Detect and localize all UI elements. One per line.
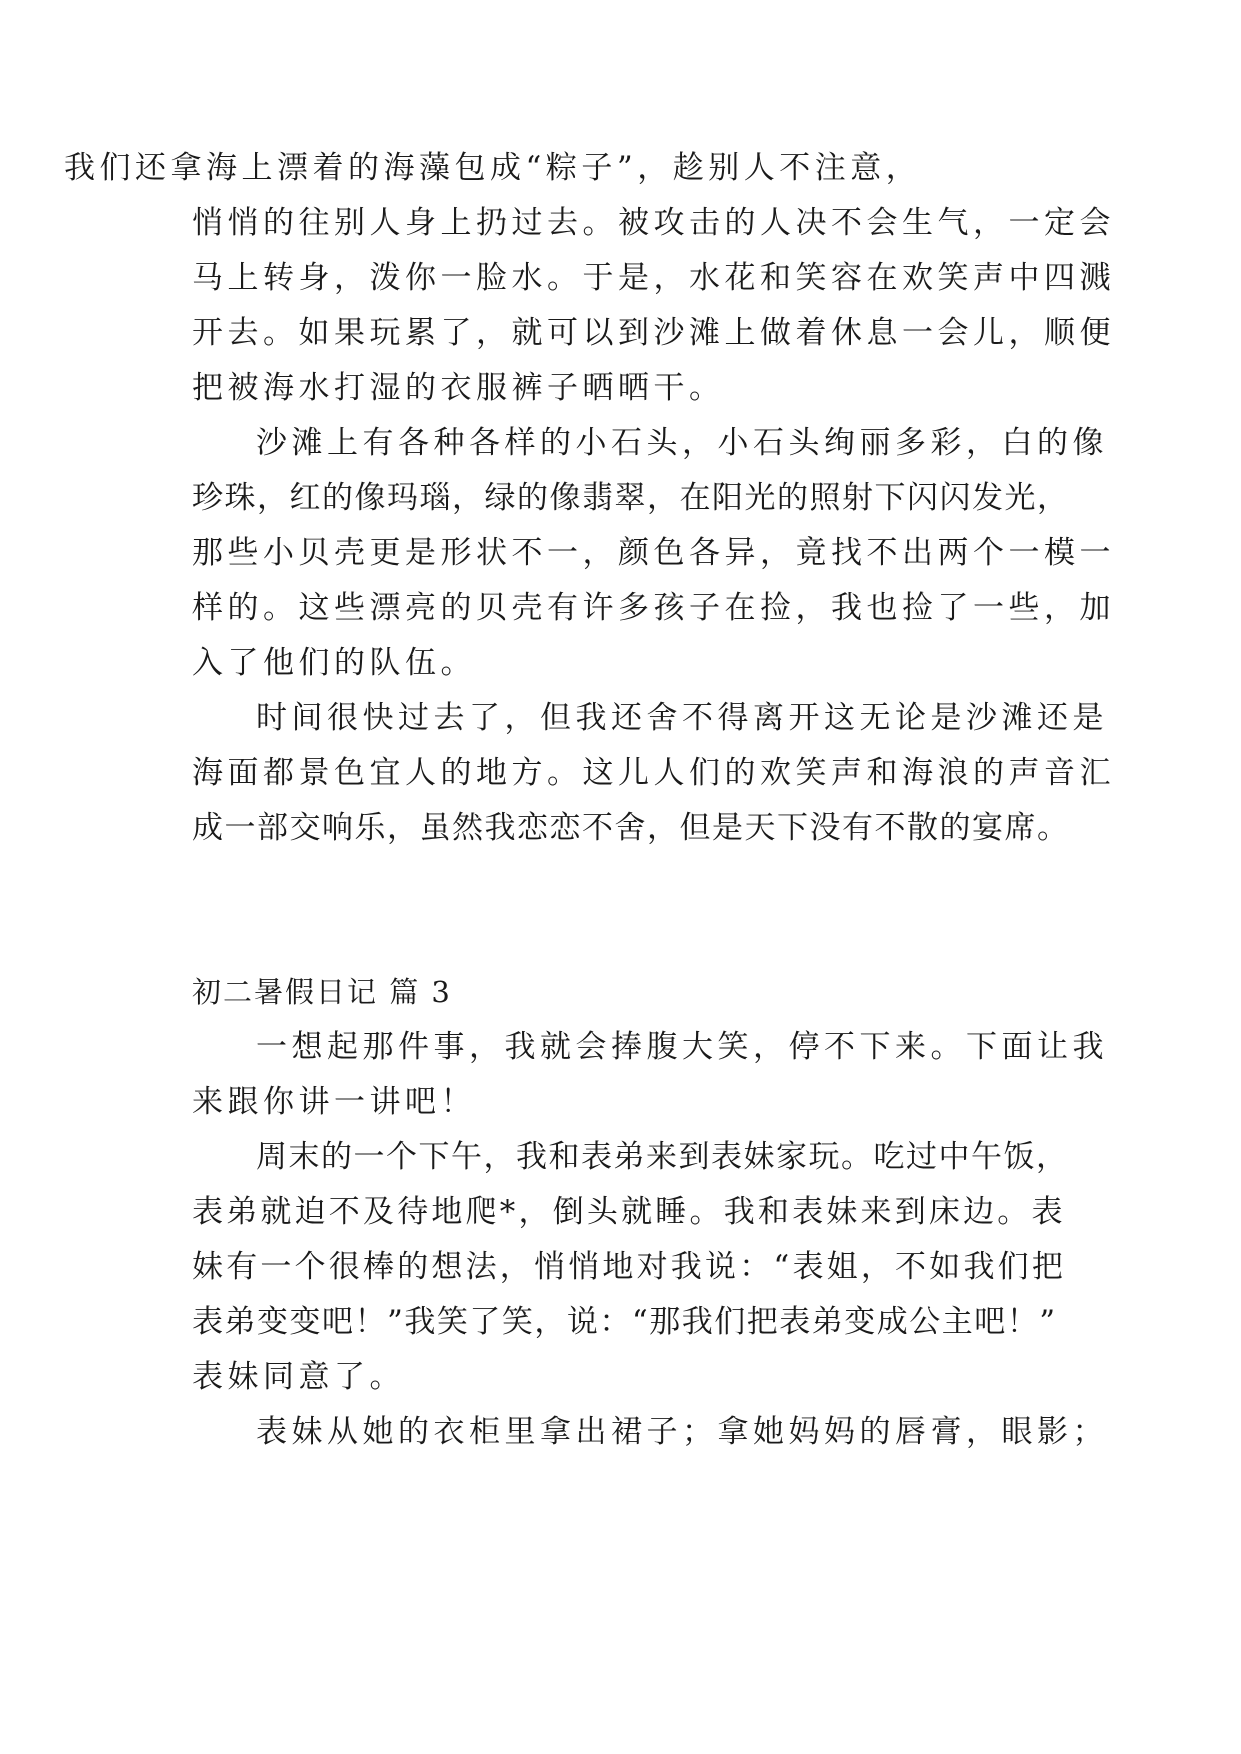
paragraph-2-line-3: 那些小贝壳更是形状不一，颜色各异，竟找不出两个一模一 <box>192 535 1115 571</box>
section-paragraph-2-line-5: 表妹同意了。 <box>192 1359 405 1395</box>
section-paragraph-2-line-2: 表弟就迫不及待地爬*，倒头就睡。我和表妹来到床边。表 <box>192 1194 1066 1230</box>
section-paragraph-3-line-1: 表妹从她的衣柜里拿出裙子；拿她妈妈的唇膏，眼影； <box>256 1414 1108 1450</box>
section-heading: 初二暑假日记 篇 3 <box>192 975 452 1009</box>
paragraph-1-line-3: 马上转身，泼你一脸水。于是，水花和笑容在欢笑声中四溅 <box>192 260 1115 296</box>
section-paragraph-1-line-2: 来跟你讲一讲吧！ <box>192 1084 476 1120</box>
section-paragraph-1-line-1: 一想起那件事，我就会捧腹大笑，停不下来。下面让我 <box>256 1029 1108 1065</box>
paragraph-2-line-2: 珍珠，红的像玛瑙，绿的像翡翠，在阳光的照射下闪闪发光， <box>192 480 1070 516</box>
section-paragraph-2-line-3: 妹有一个很棒的想法，悄悄地对我说：“表姐，不如我们把 <box>192 1249 1067 1285</box>
paragraph-2-line-1: 沙滩上有各种各样的小石头，小石头绚丽多彩，白的像 <box>256 425 1108 461</box>
paragraph-3-line-1: 时间很快过去了，但我还舍不得离开这无论是沙滩还是 <box>256 700 1108 736</box>
paragraph-2-line-5: 入了他们的队伍。 <box>192 645 476 681</box>
paragraph-3-line-2: 海面都景色宜人的地方。这儿人们的欢笑声和海浪的声音汇 <box>192 755 1115 791</box>
paragraph-1-line-2: 悄悄的往别人身上扔过去。被攻击的人决不会生气，一定会 <box>192 205 1115 241</box>
section-paragraph-2-line-1: 周末的一个下午，我和表弟来到表妹家玩。吃过中午饭， <box>256 1139 1069 1175</box>
paragraph-1-line-1: 我们还拿海上漂着的海藻包成“粽子”，趁别人不注意， <box>64 150 922 186</box>
paragraph-2-line-4: 样的。这些漂亮的贝壳有许多孩子在捡，我也捡了一些，加 <box>192 590 1115 626</box>
paragraph-1-line-5: 把被海水打湿的衣服裤子晒晒干。 <box>192 370 725 406</box>
paragraph-1-line-4: 开去。如果玩累了，就可以到沙滩上做着休息一会儿，顺便 <box>192 315 1115 351</box>
section-paragraph-2-line-4: 表弟变变吧！”我笑了笑，说：“那我们把表弟变成公主吧！” <box>192 1304 1057 1340</box>
paragraph-3-line-3: 成一部交响乐，虽然我恋恋不舍，但是天下没有不散的宴席。 <box>192 810 1070 846</box>
